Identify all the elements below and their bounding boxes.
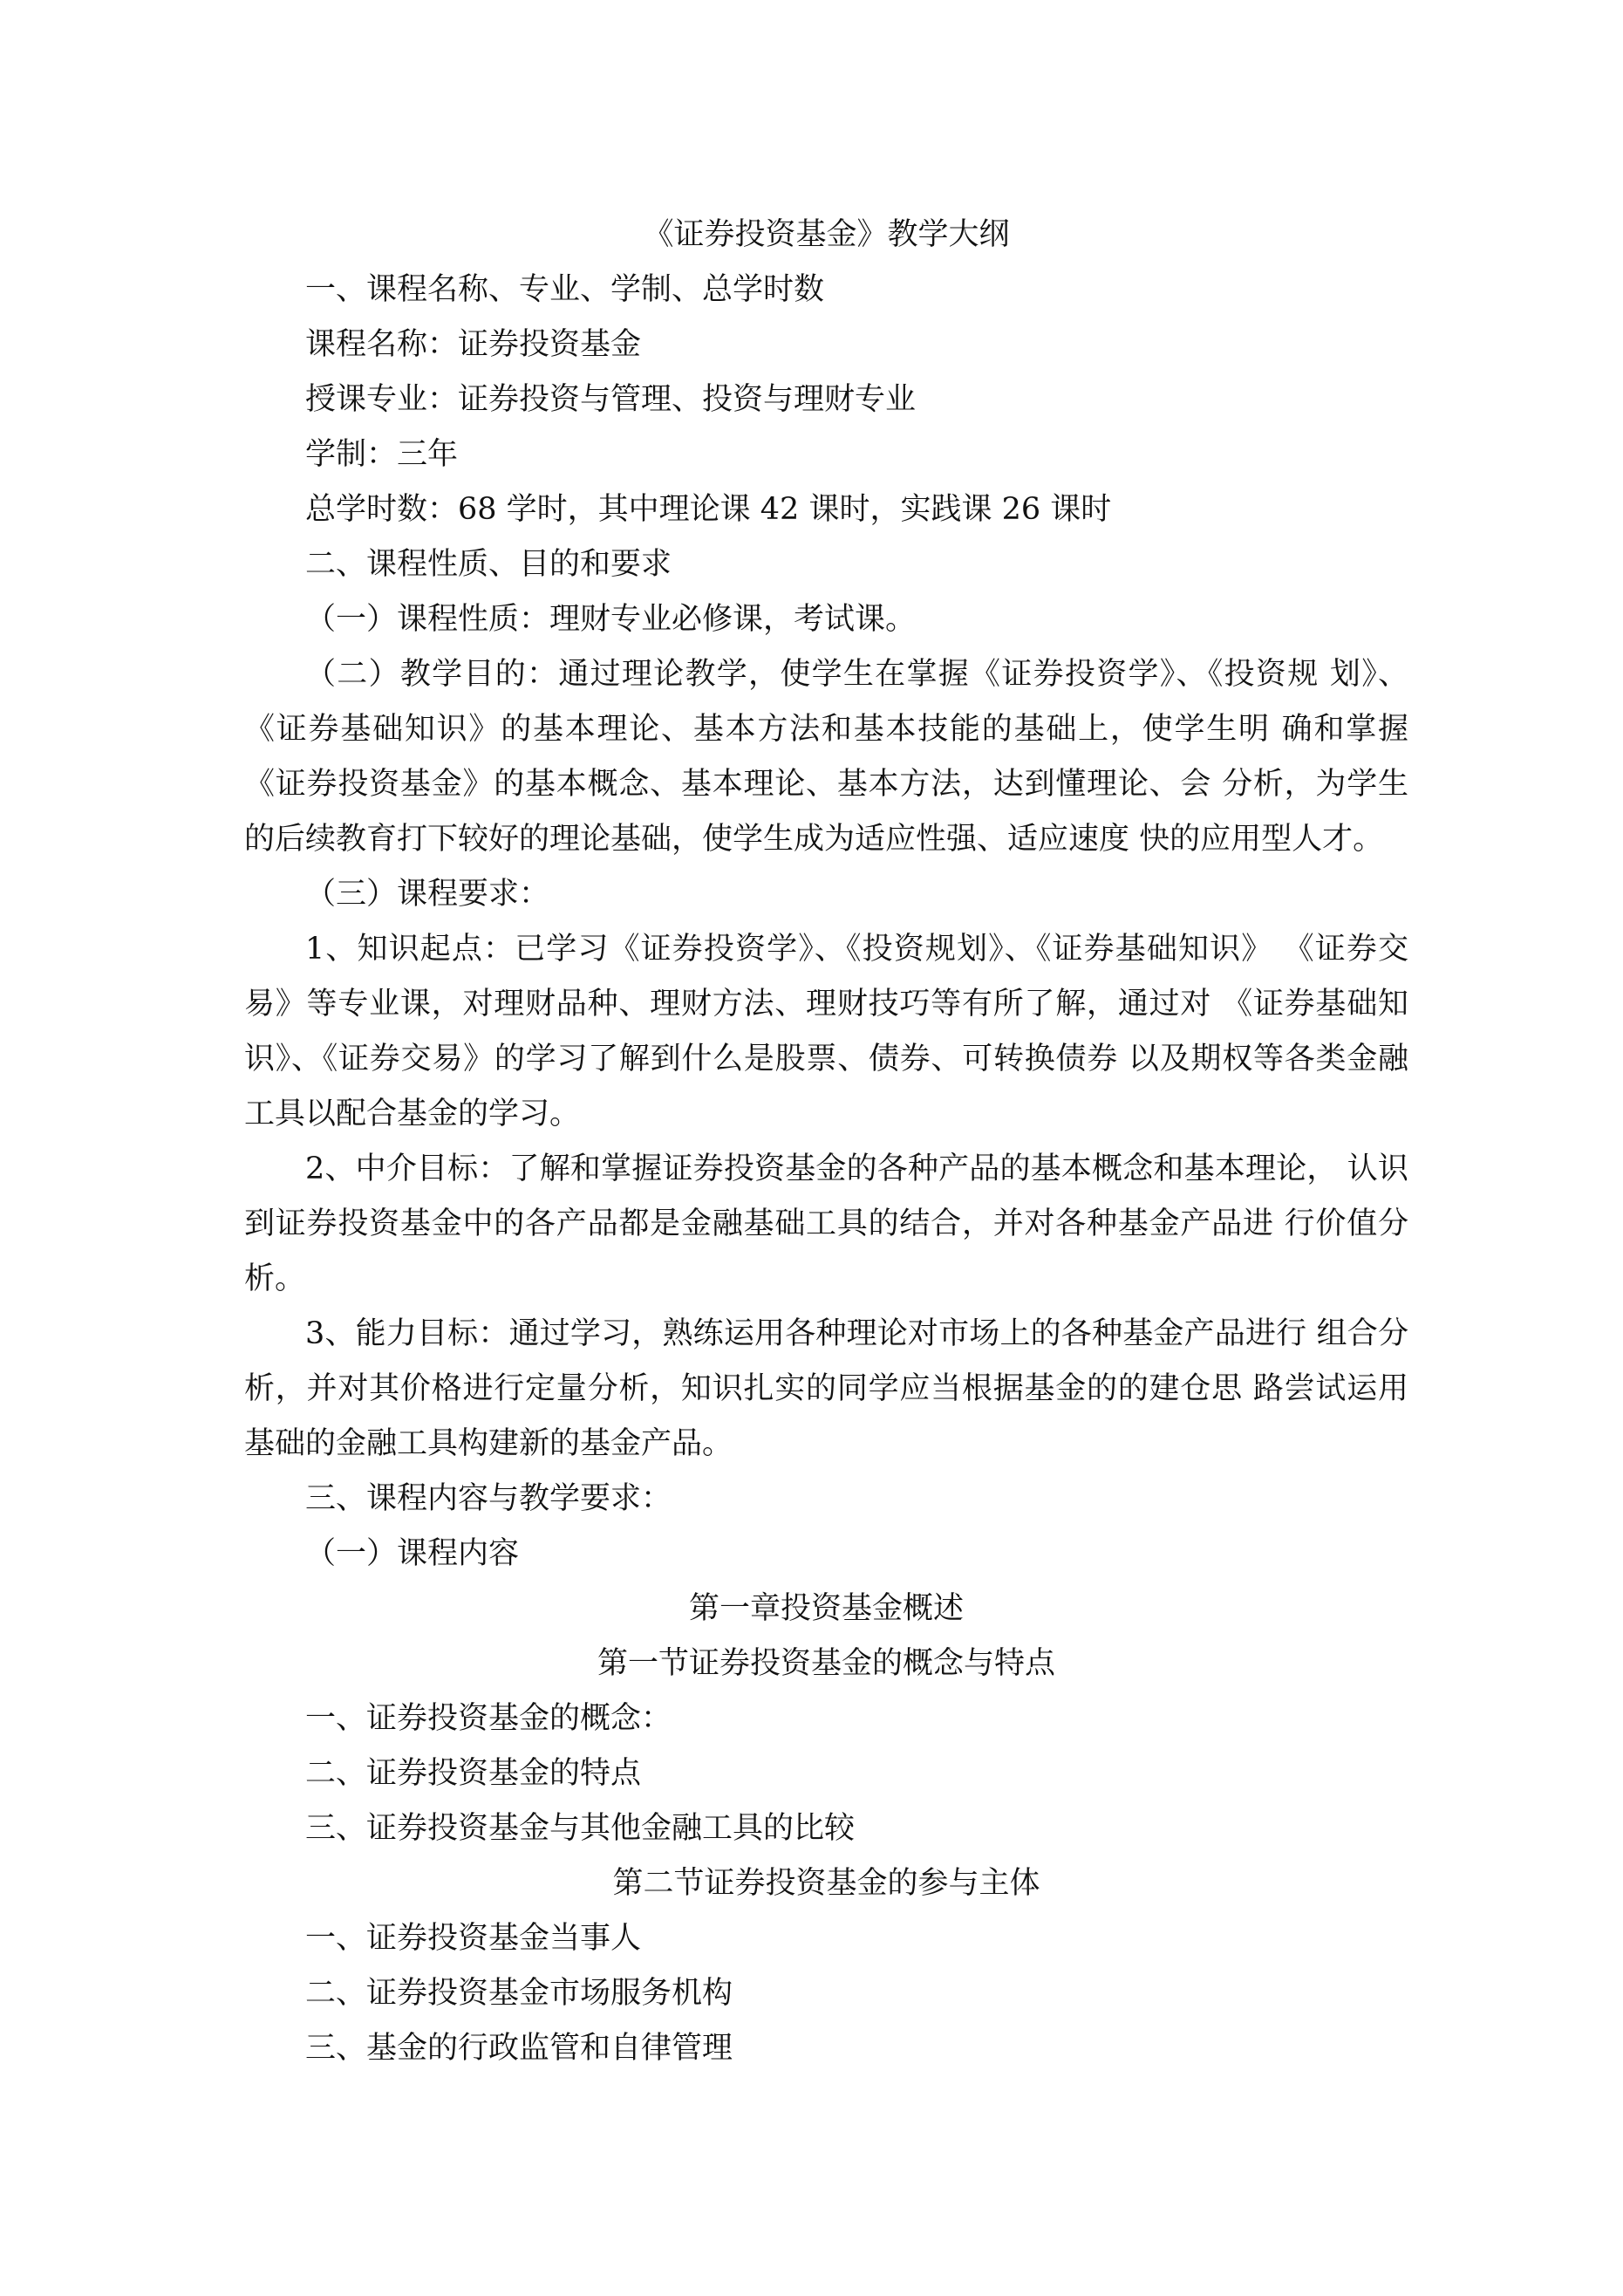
requirement-ability: 3、能力目标：通过学习，熟练运用各种理论对市场上的各种基金产品进行 组合分析，并对其价格进行定量分析，知识扎实的同学应当根据基金的的建仓思 路尝试运用基础的金融工具构建新的基金产品。 [244, 1316, 1408, 1461]
major: 授课专业：证券投资与管理、投资与理财专业 [305, 382, 917, 417]
requirement-knowledge: 1、知识起点：已学习《证券投资学》、《投资规划》、《证券基础知识》 《证券交易》等专业课，对理财品种、理财方法、理财技巧等有所了解，通过对 《证券基础知识》、《证券交易》的学习了解到什么是股票、债券、可转换债券 以及期权等各类金融工具以配合基金的学习。 [244, 932, 1408, 1131]
course-name: 课程名称：证券投资基金 [305, 327, 642, 362]
course-nature: （一）课程性质：理财专业必修课，考试课。 [305, 602, 917, 637]
section-heading-3: 三、课程内容与教学要求： [305, 1481, 672, 1516]
content-heading: （一）课程内容 [305, 1536, 520, 1571]
teaching-purpose: （二）教学目的：通过理论教学，使学生在掌握《证券投资学》、《投资规 划》、《证券基础知识》的基本理论、基本方法和基本技能的基础上，使学生明 确和掌握《证券投资基金》的基本概念、基本理论、基本方法，达到懂理论、会 分析，为学生的后续教育打下较好的理论基础，使学生成为适应性强、适应速度 快的应用型人才。 [244, 657, 1408, 857]
document-title: 《证券投资基金》教学大纲 [643, 217, 1010, 252]
list-item: 一、证券投资基金当事人 [305, 1921, 642, 1956]
section-title: 第一节证券投资基金的概念与特点 [597, 1646, 1055, 1681]
list-item: 二、证券投资基金市场服务机构 [305, 1976, 733, 2011]
section-heading-2: 二、课程性质、目的和要求 [305, 547, 672, 582]
list-item: 三、基金的行政监管和自律管理 [305, 2031, 733, 2066]
section-heading-1: 一、课程名称、专业、学制、总学时数 [305, 272, 825, 307]
list-item: 二、证券投资基金的特点 [305, 1756, 642, 1791]
section-title: 第二节证券投资基金的参与主体 [612, 1866, 1040, 1901]
list-item: 三、证券投资基金与其他金融工具的比较 [305, 1811, 856, 1846]
requirement-intermediate: 2、中介目标：了解和掌握证券投资基金的各种产品的基本概念和基本理论， 认识到证券投资基金中的各产品都是金融基础工具的结合，并对各种基金产品进 行价值分析。 [244, 1151, 1408, 1296]
requirements-heading: （三）课程要求： [305, 877, 550, 912]
document-page [244, 208, 1408, 2076]
total-hours: 总学时数：68 学时，其中理论课 42 课时，实践课 26 课时 [305, 492, 1112, 527]
duration: 学制：三年 [305, 437, 459, 472]
list-item: 一、证券投资基金的概念： [305, 1701, 672, 1736]
chapter-title: 第一章投资基金概述 [688, 1591, 964, 1626]
